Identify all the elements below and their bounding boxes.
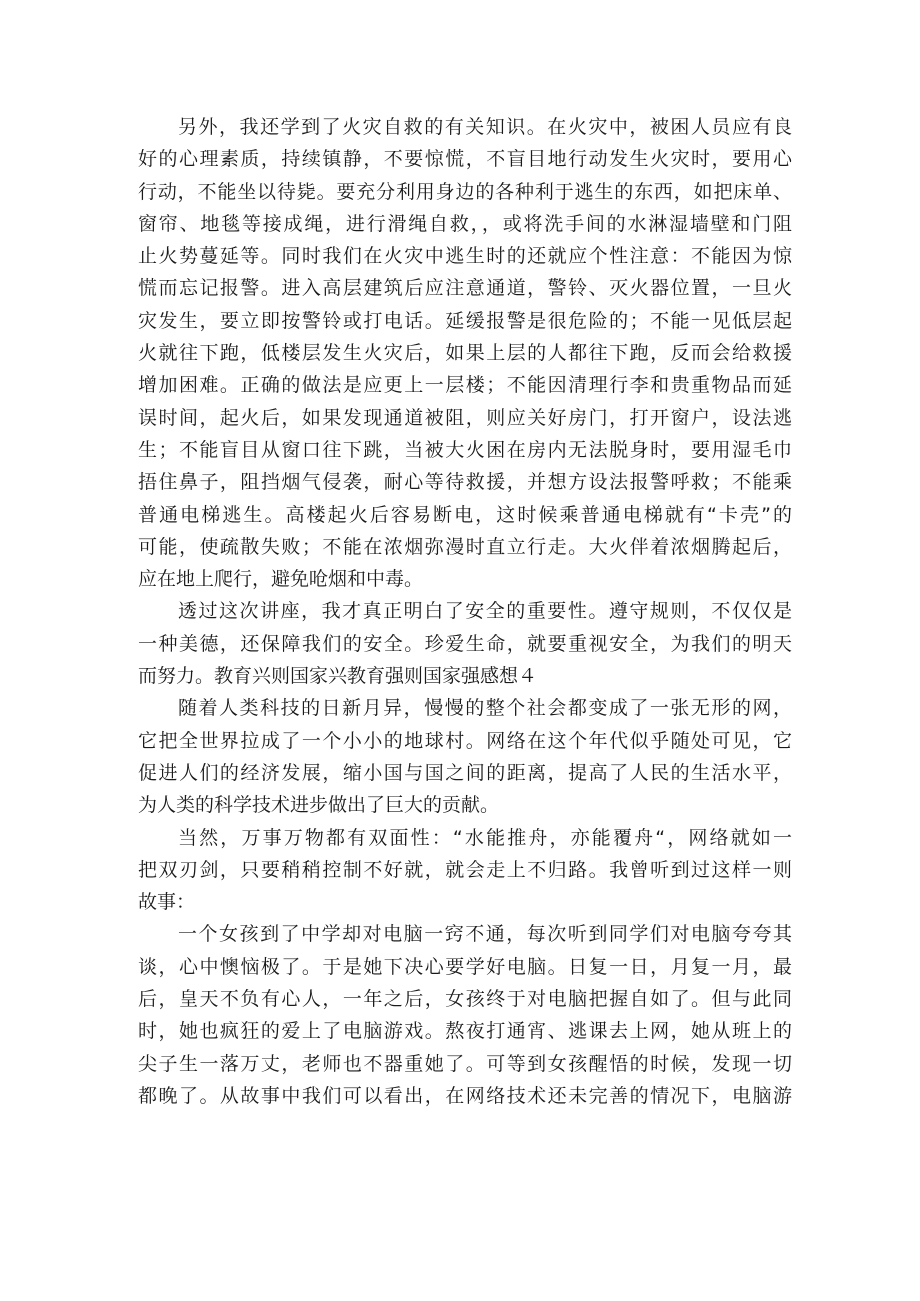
text-line: 好的心理素质，持续镇静，不要惊慌，不盲目地行动发生火灾时，要用心 bbox=[138, 148, 792, 171]
text-line: 后，皇天不负有心人，一年之后，女孩终于对电脑把握自如了。但与此同 bbox=[138, 988, 792, 1011]
text-line: 应在地上爬行，避免呛烟和中毒。 bbox=[138, 568, 424, 591]
text-line: 都晚了。从故事中我们可以看出，在网络技术还未完善的情况下，电脑游 bbox=[138, 1084, 792, 1107]
text-line: 时，她也疯狂的爱上了电脑游戏。熬夜打通宵、逃课去上网，她从班上的 bbox=[138, 1020, 792, 1043]
text-line: 为人类的科学技术进步做出了巨大的贡献。 bbox=[138, 794, 500, 817]
text-line: 普通电梯逃生。高楼起火后容易断电，这时候乘普通电梯就有“卡壳”的 bbox=[138, 503, 792, 526]
document-page bbox=[138, 111, 798, 1112]
text-line: 止火势蔓延等。同时我们在火灾中逃生时的还就应个性注意：不能因为惊 bbox=[138, 245, 792, 268]
text-line: 当然，万事万物都有双面性：“水能推舟，亦能覆舟“，网络就如一 bbox=[178, 826, 792, 849]
text-line: 窗帘、地毯等接成绳，进行滑绳自救，，或将洗手间的水淋湿墙壁和门阻 bbox=[138, 212, 792, 235]
text-line: 误时间，起火后，如果发现通道被阻，则应关好房门，打开窗户，设法逃 bbox=[138, 406, 792, 429]
text-line: 随着人类科技的日新月异，慢慢的整个社会都变成了一张无形的网， bbox=[178, 697, 792, 720]
text-line: 增加困难。正确的做法是应更上一层楼；不能因清理行李和贵重物品而延 bbox=[138, 374, 792, 397]
text-line: 捂住鼻子，阻挡烟气侵袭，耐心等待救援，并想方设法报警呼救；不能乘 bbox=[138, 471, 792, 494]
text-line: 慌而忘记报警。进入高层建筑后应注意通道，警铃、灭火器位置，一旦火 bbox=[138, 277, 792, 300]
text-line: 促进人们的经济发展，缩小国与国之间的距离，提高了人民的生活水平， bbox=[138, 761, 792, 784]
text-line: 灾发生，要立即按警铃或打电话。延缓报警是很危险的；不能一见低层起 bbox=[138, 309, 792, 332]
text-line: 而努力。教育兴则国家兴教育强则国家强感想４ bbox=[138, 665, 538, 688]
text-line: 透过这次讲座，我才真正明白了安全的重要性。遵守规则，不仅仅是 bbox=[178, 600, 792, 623]
text-line: 一种美德，还保障我们的安全。珍爱生命，就要重视安全，为我们的明天 bbox=[138, 632, 792, 655]
text-line: 它把全世界拉成了一个小小的地球村。网络在这个年代似乎随处可见，它 bbox=[138, 729, 792, 752]
text-line: 生；不能盲目从窗口往下跳，当被大火困在房内无法脱身时，要用湿毛巾 bbox=[138, 438, 792, 461]
text-line: 把双刃剑，只要稍稍控制不好就，就会走上不归路。我曾听到过这样一则 bbox=[138, 858, 792, 881]
text-line: 行动，不能坐以待毙。要充分利用身边的各种利于逃生的东西，如把床单、 bbox=[138, 180, 792, 203]
text-line: 一个女孩到了中学却对电脑一窍不通，每次听到同学们对电脑夸夸其 bbox=[178, 923, 792, 946]
text-line: 另外，我还学到了火灾自救的有关知识。在火灾中，被困人员应有良 bbox=[178, 116, 792, 138]
text-line: 谈，心中懊恼极了。于是她下决心要学好电脑。日复一日，月复一月，最 bbox=[138, 955, 792, 978]
text-line: 故事： bbox=[138, 891, 196, 914]
text-line: 可能，使疏散失败；不能在浓烟弥漫时直立行走。大火伴着浓烟腾起后， bbox=[138, 535, 792, 558]
text-line: 火就往下跑，低楼层发生火灾后，如果上层的人都往下跑，反而会给救援 bbox=[138, 342, 792, 365]
text-line: 尖子生一落万丈，老师也不器重她了。可等到女孩醒悟的时候，发现一切 bbox=[138, 1052, 792, 1075]
